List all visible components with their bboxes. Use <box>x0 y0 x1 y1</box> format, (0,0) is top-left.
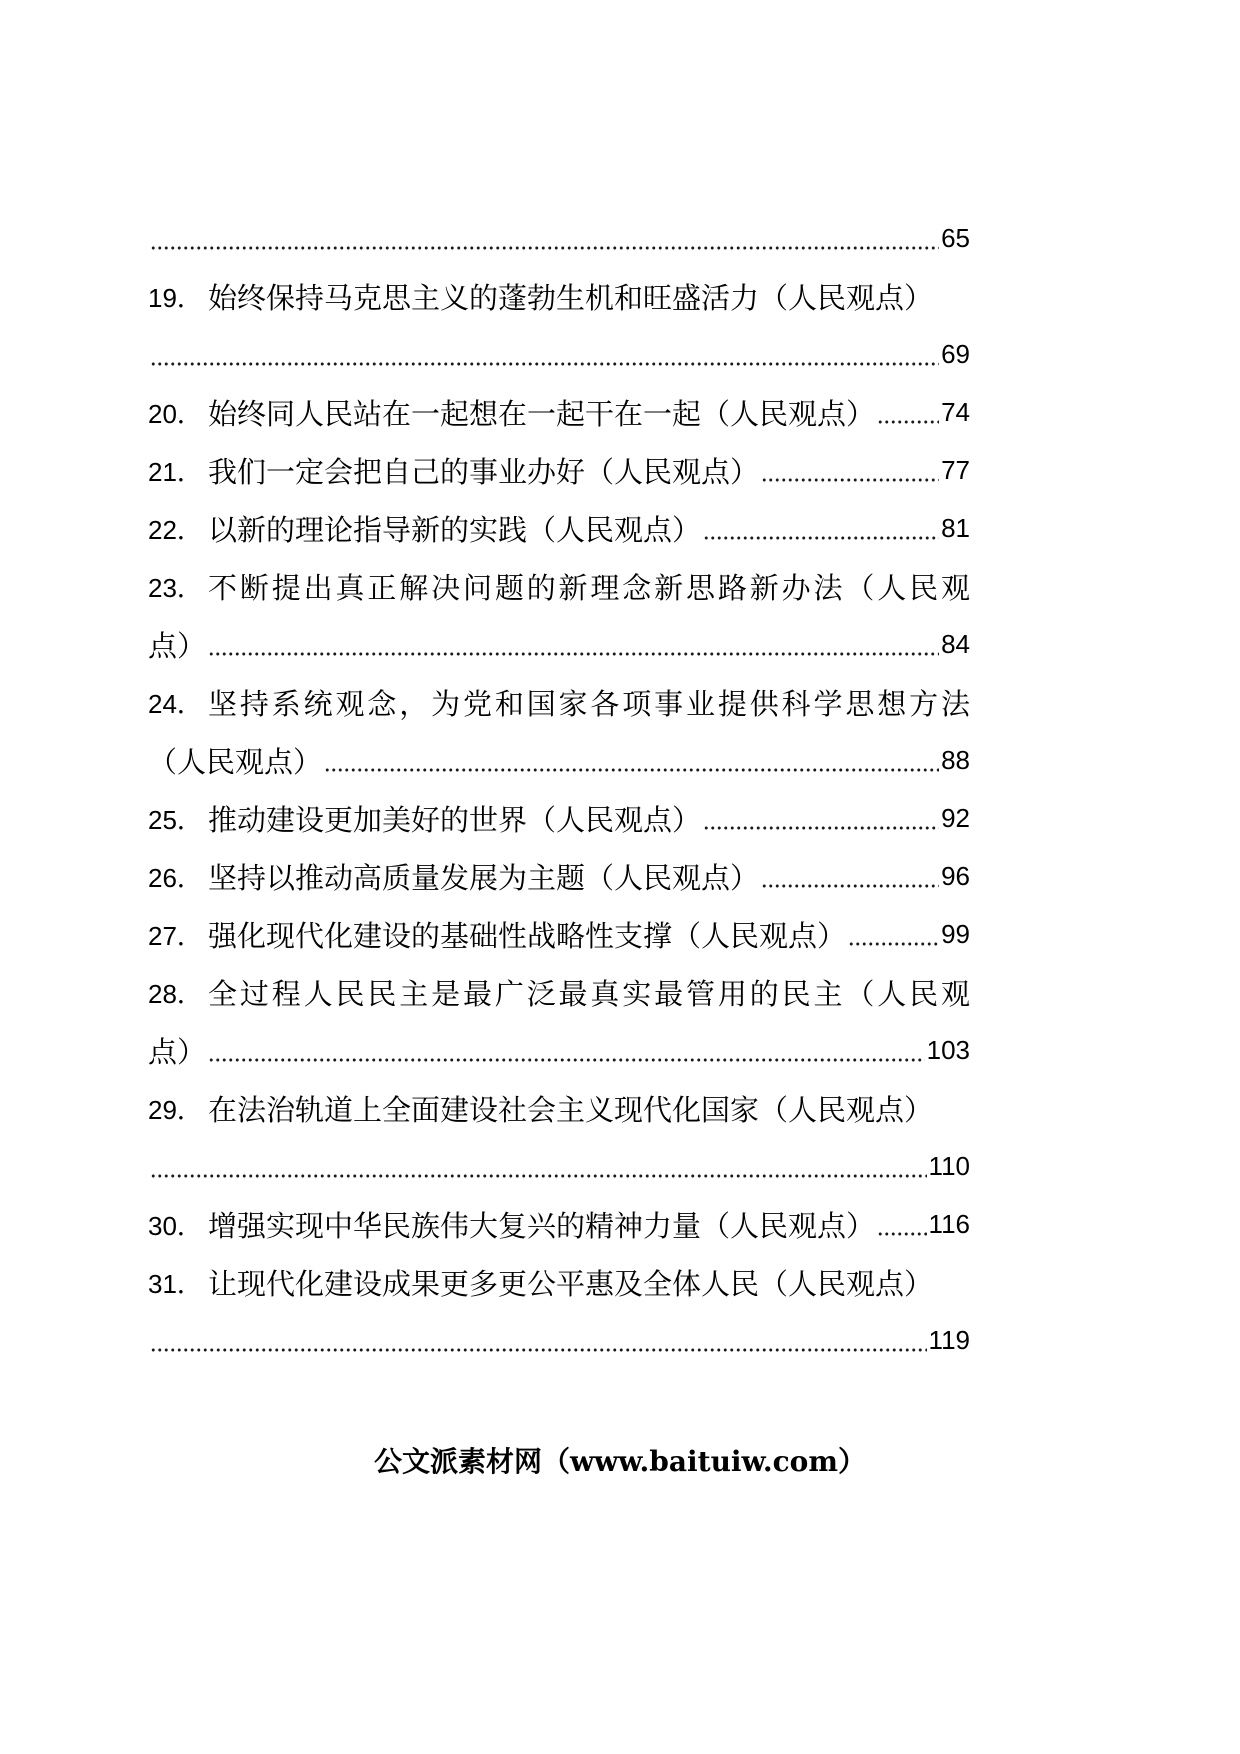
entry-title: 增强实现中华民族伟大复兴的精神力量（人民观点） <box>208 1208 876 1243</box>
entry-title: 在法治轨道上全面建设社会主义现代化国家（人民观点） <box>208 1092 934 1127</box>
page-number: 69 <box>941 338 970 369</box>
entry-title: 让现代化建设成果更多更公平惠及全体人民（人民观点） <box>208 1266 934 1301</box>
toc-line <box>148 557 970 615</box>
toc-line <box>148 963 970 1021</box>
dot-leader <box>150 1311 927 1369</box>
toc-line <box>148 789 970 847</box>
entry-title: 不断提出真正解决问题的新理念新思路新办法（人民观 <box>208 570 970 605</box>
table-of-contents <box>148 209 970 1369</box>
toc-line <box>148 673 970 731</box>
toc-line <box>148 615 970 673</box>
footer-source <box>0 1440 1240 1480</box>
entry-title-continuation: 点） <box>148 628 207 663</box>
dot-leader <box>703 499 939 557</box>
dot-leader <box>761 847 939 905</box>
dot-leader <box>761 441 939 499</box>
entry-number: 23． <box>148 572 203 603</box>
dot-leader <box>208 1021 925 1079</box>
entry-title: 坚持系统观念，为党和国家各项事业提供科学思想方法 <box>208 686 970 721</box>
footer-text: 公文派素材网（www.baituiw.com） <box>374 1445 866 1478</box>
entry-number: 26． <box>148 862 203 893</box>
entry-number: 28． <box>148 978 203 1009</box>
entry-title: 我们一定会把自己的事业办好（人民观点） <box>208 454 760 489</box>
entry-number: 29． <box>148 1094 203 1125</box>
toc-line <box>148 267 970 325</box>
toc-line <box>148 1195 970 1253</box>
entry-number: 30． <box>148 1210 203 1241</box>
dot-leader <box>208 615 939 673</box>
dot-leader <box>877 383 939 441</box>
entry-title: 以新的理论指导新的实践（人民观点） <box>208 512 702 547</box>
entry-number: 27． <box>148 920 203 951</box>
entry-title: 坚持以推动高质量发展为主题（人民观点） <box>208 860 760 895</box>
page-number: 65 <box>941 222 970 253</box>
toc-line <box>148 383 970 441</box>
page-number: 96 <box>941 860 970 891</box>
toc-line <box>148 1311 970 1369</box>
entry-title: 强化现代化建设的基础性战略性支撑（人民观点） <box>208 918 847 953</box>
entry-number: 20． <box>148 398 203 429</box>
toc-line <box>148 1137 970 1195</box>
entry-number: 31． <box>148 1268 203 1299</box>
toc-line <box>148 905 970 963</box>
toc-line <box>148 499 970 557</box>
entry-number: 21． <box>148 456 203 487</box>
dot-leader <box>703 789 939 847</box>
page-number: 92 <box>941 802 970 833</box>
entry-title: 全过程人民民主是最广泛最真实最管用的民主（人民观 <box>208 976 970 1011</box>
page-number: 84 <box>941 628 970 659</box>
entry-number: 22． <box>148 514 203 545</box>
dot-leader <box>150 209 939 267</box>
dot-leader <box>150 325 939 383</box>
entry-number: 19． <box>148 282 203 313</box>
entry-number: 24． <box>148 688 203 719</box>
page-number: 103 <box>926 1034 970 1065</box>
page-number: 74 <box>941 396 970 427</box>
page-number: 99 <box>941 918 970 949</box>
toc-line <box>148 441 970 499</box>
page-number: 81 <box>941 512 970 543</box>
dot-leader <box>150 1137 927 1195</box>
entry-number: 25． <box>148 804 203 835</box>
toc-line <box>148 847 970 905</box>
toc-line <box>148 1253 970 1311</box>
entry-title-continuation: 点） <box>148 1034 207 1069</box>
dot-leader <box>848 905 939 963</box>
dot-leader <box>324 731 939 789</box>
entry-title-continuation: （人民观点） <box>148 744 323 779</box>
toc-line <box>148 1021 970 1079</box>
page-number: 110 <box>928 1150 970 1181</box>
dot-leader <box>877 1195 927 1253</box>
toc-line <box>148 731 970 789</box>
toc-line <box>148 325 970 383</box>
page-number: 77 <box>941 454 970 485</box>
toc-line <box>148 1079 970 1137</box>
entry-title: 推动建设更加美好的世界（人民观点） <box>208 802 702 837</box>
page-number: 116 <box>928 1208 970 1239</box>
page-number: 88 <box>941 744 970 775</box>
entry-title: 始终同人民站在一起想在一起干在一起（人民观点） <box>208 396 876 431</box>
page-number: 119 <box>928 1324 970 1355</box>
toc-line <box>148 209 970 267</box>
entry-title: 始终保持马克思主义的蓬勃生机和旺盛活力（人民观点） <box>208 280 934 315</box>
